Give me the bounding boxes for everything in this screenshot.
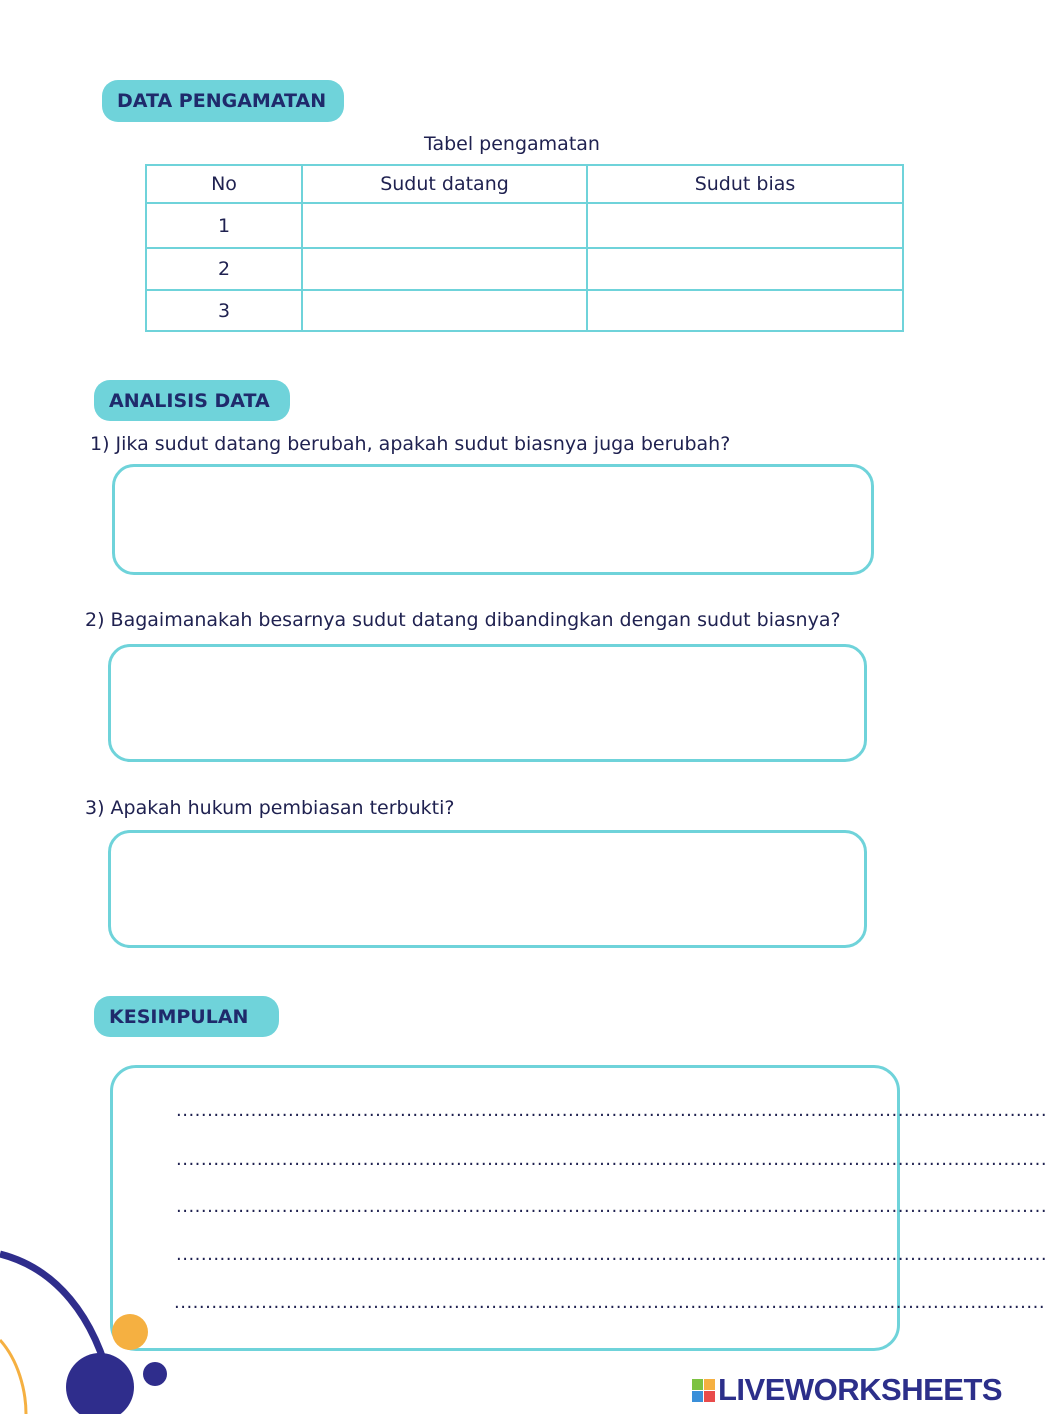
answer-box-3[interactable]	[108, 830, 867, 948]
sudut-bias-cell[interactable]	[587, 248, 903, 290]
table-row	[146, 203, 903, 248]
header-sudut-bias: Sudut bias	[587, 165, 903, 203]
table-row	[146, 290, 903, 331]
table-header-row	[146, 165, 903, 203]
sudut-bias-cell[interactable]	[587, 290, 903, 331]
orange-arc	[0, 1340, 26, 1414]
liveworksheets-wordmark: LIVEWORKSHEETS	[718, 1372, 1003, 1407]
conclusion-line-2[interactable]: ............................................................................................................................................	[176, 1149, 1047, 1170]
sudut-datang-cell[interactable]	[302, 203, 587, 248]
navy-circle-large	[66, 1353, 134, 1414]
conclusion-line-1[interactable]: ............................................................................................................................................	[176, 1100, 1047, 1121]
section-title-analisis-data: ANALISIS DATA	[94, 380, 290, 421]
liveworksheets-logo	[692, 1372, 1002, 1408]
table-caption: Tabel pengamatan	[424, 133, 600, 155]
orange-circle	[112, 1314, 148, 1350]
sudut-datang-cell[interactable]	[302, 290, 587, 331]
header-sudut-datang: Sudut datang	[302, 165, 587, 203]
sudut-bias-cell[interactable]	[587, 203, 903, 248]
question-2: 2) Bagaimanakah besarnya sudut datang dibandingkan dengan sudut biasnya?	[85, 609, 841, 631]
conclusion-line-5[interactable]: ............................................................................................................................................	[174, 1292, 1046, 1313]
navy-circle-small	[143, 1362, 167, 1386]
liveworksheets-logo-icon	[692, 1379, 715, 1402]
table-row	[146, 248, 903, 290]
answer-box-2[interactable]	[108, 644, 867, 762]
section-title-data-pengamatan: DATA PENGAMATAN	[102, 80, 344, 122]
conclusion-line-3[interactable]: ............................................................................................................................................	[176, 1196, 1047, 1217]
answer-box-1[interactable]	[112, 464, 874, 575]
row-number: 2	[146, 248, 302, 290]
question-1: 1) Jika sudut datang berubah, apakah sudut biasnya juga berubah?	[90, 433, 731, 455]
row-number: 1	[146, 203, 302, 248]
sudut-datang-cell[interactable]	[302, 248, 587, 290]
section-title-kesimpulan: KESIMPULAN	[94, 996, 279, 1037]
decorative-shapes	[0, 1240, 200, 1414]
observation-table	[145, 164, 904, 332]
header-no: No	[146, 165, 302, 203]
question-3: 3) Apakah hukum pembiasan terbukti?	[85, 797, 455, 819]
conclusion-line-4[interactable]: ............................................................................................................................................	[176, 1244, 1047, 1265]
row-number: 3	[146, 290, 302, 331]
